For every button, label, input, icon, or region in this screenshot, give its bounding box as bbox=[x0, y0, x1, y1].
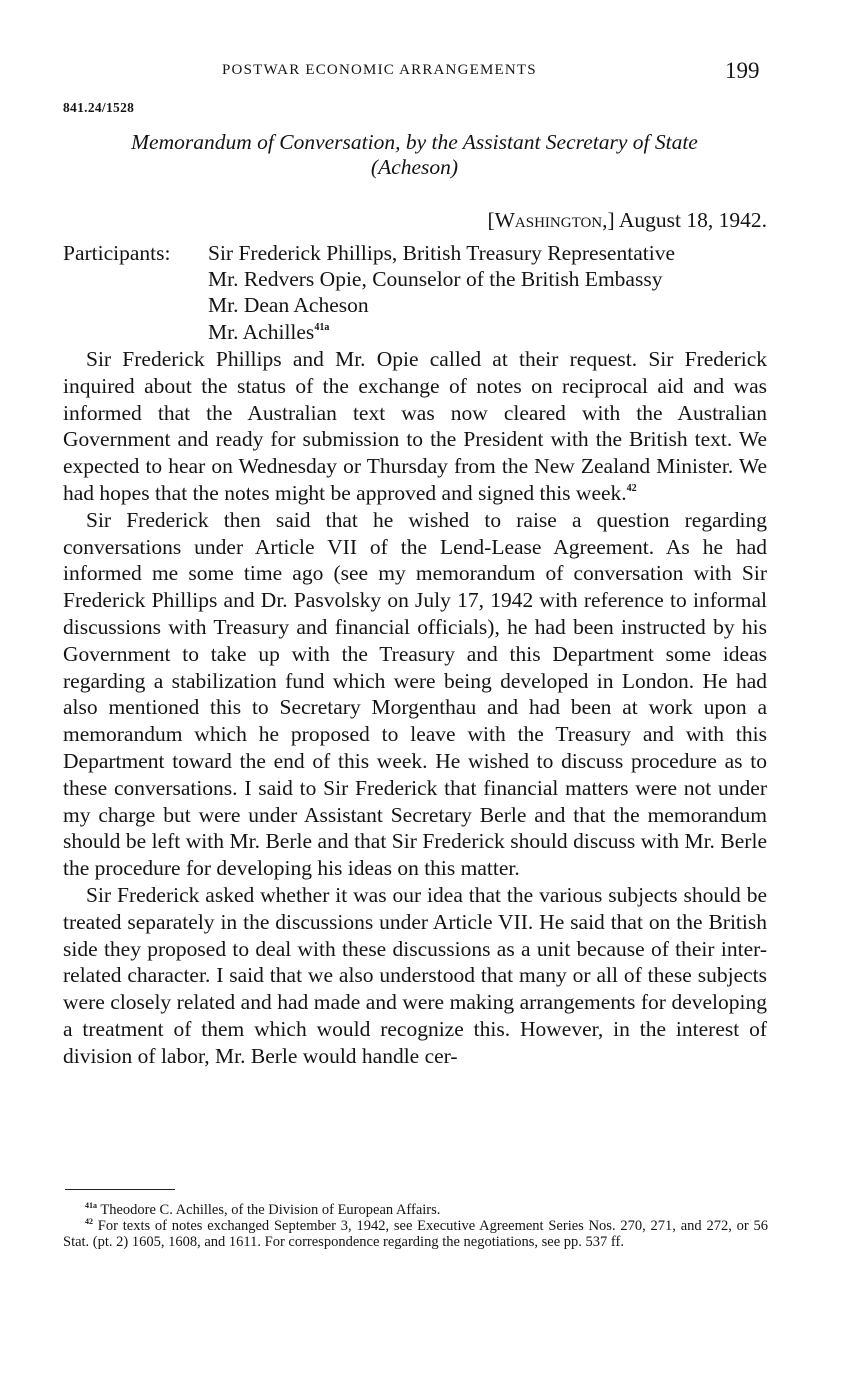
participant-name: Sir Frederick Phillips, British Treasury Representative bbox=[208, 241, 675, 265]
footnote-divider bbox=[65, 1189, 175, 1190]
participant-name: Mr. Dean Acheson bbox=[208, 293, 369, 318]
title-line-1: Memorandum of Conversation, by the Assistant Secretary of State bbox=[131, 130, 698, 154]
document-title bbox=[63, 130, 766, 180]
participants-list bbox=[208, 240, 808, 345]
participant-name: Mr. Achilles bbox=[208, 319, 315, 344]
paragraph-text: Sir Frederick Phillips and Mr. Opie called at their request. Sir Frederick inquired about the status of the exchange of notes on reciprocal aid and was informed that the Australian text was now cleared with the Australian Government and ready for submission to the President with the British text. We expected to hear on Wednesday or Thursday from the New Zealand Minister. We had hopes that the notes might be approved and signed this week. bbox=[63, 347, 767, 505]
memorandum-body bbox=[63, 346, 767, 1070]
footnotes bbox=[63, 1202, 768, 1250]
footnote-ref: 42 bbox=[626, 482, 637, 494]
footnote bbox=[63, 1202, 768, 1218]
file-number: 841.24/1528 bbox=[63, 100, 135, 115]
dateline-date: August 18, 1942. bbox=[618, 208, 767, 232]
footnote-marker: 41a bbox=[85, 1201, 97, 1210]
page-number: 199 bbox=[725, 58, 760, 83]
footnote-marker: 42 bbox=[85, 1217, 93, 1226]
participants-label: Participants: bbox=[63, 241, 171, 265]
participant-name-with-note bbox=[208, 319, 808, 345]
paragraph-text: Sir Frederick then said that he wished to raise a question regarding conversations under Article VII of the Lend-Lease Agreement. As he had informed me some time ago (see my memorandum of conversation with Sir Frederick Phillips and Dr. Pasvolsky on July 17, 1942 with reference to informal discussions with Treasury and financial officials), he had been instructed by his Government to take up with the Treasury and this Department some ideas regarding a stabilization fund which were being developed in London. He had also mentioned this to Secretary Morgenthau and had been at work upon a memorandum which he proposed to leave with the Treasury and with this Department toward the end of this week. He wished to discuss procedure as to these conversations. I said to Sir Frederick that financial matters were not under my charge but were under Assistant Secretary Berle and that the memorandum should be left with Mr. Berle and that Sir Frederick should discuss with Mr. Berle the procedure for developing his ideas on this matter. bbox=[63, 507, 767, 881]
title-line-2: (Acheson) bbox=[370, 155, 459, 179]
footnote bbox=[63, 1218, 768, 1250]
footnote-text: Theodore C. Achilles, of the Division of European Affairs. bbox=[100, 1202, 441, 1218]
dateline bbox=[487, 208, 767, 233]
dateline-place: [Washington,] bbox=[487, 208, 615, 232]
paragraph-text: Sir Frederick asked whether it was our idea that the various subjects should be treated separately in the discussions under Article VII. He said that on the British side they proposed to deal with these discussions as a unit because of their inter-related character. I said that we also understood that many or all of these subjects were closely related and had made and were making arrangements for developing a treatment of them which would recognize this. However, in the interest of division of labor, Mr. Berle would handle cer- bbox=[63, 882, 767, 1068]
body-paragraph bbox=[63, 507, 767, 882]
body-paragraph bbox=[63, 346, 767, 507]
body-paragraph bbox=[63, 882, 767, 1070]
running-head: POSTWAR ECONOMIC ARRANGEMENTS bbox=[222, 62, 537, 78]
footnote-ref: 41a bbox=[314, 321, 330, 333]
footnote-text: For texts of notes exchanged September 3, 1942, see Executive Agreement Series Nos. 270, 271, and 272, or 56 Stat. (pt. 2) 1605, 1608, and 1611. For correspondence regarding the negotiations, see pp. 537 ff. bbox=[63, 1218, 768, 1250]
participant-name: Mr. Redvers Opie, Counselor of the British Embassy bbox=[208, 267, 663, 292]
